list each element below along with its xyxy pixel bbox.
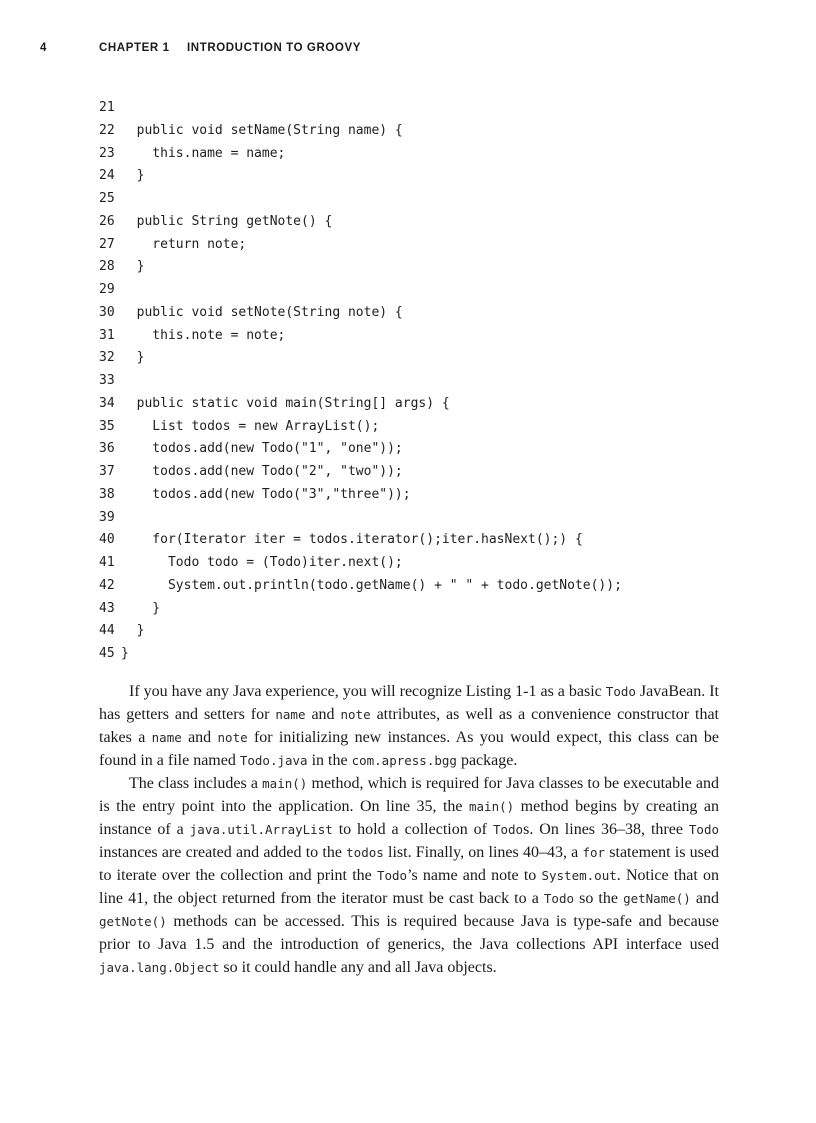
code-listing [99, 97, 779, 666]
code-line [99, 552, 779, 575]
line-number: 36 [99, 441, 115, 457]
code-line [99, 620, 779, 643]
code-text: } [121, 600, 161, 616]
paragraph [99, 772, 719, 979]
text-run: instances are created and added to the [99, 844, 347, 861]
text-run: s. On lines 36–38, three [523, 821, 689, 838]
code-line [99, 256, 779, 279]
line-number: 42 [99, 577, 115, 593]
code-line [99, 575, 779, 598]
running-header [0, 42, 816, 60]
line-number: 25 [99, 191, 115, 206]
page-number: 4 [40, 42, 47, 54]
line-number: 22 [99, 122, 115, 138]
text-run: for initializing new instances. As you would expect, this class can be found in a file named [99, 729, 720, 769]
code-line [99, 347, 779, 370]
inline-code: Todo [492, 822, 524, 837]
line-number: 40 [99, 532, 115, 548]
code-line [99, 302, 779, 325]
code-line [99, 325, 779, 348]
chapter-title: INTRODUCTION TO GROOVY [187, 42, 361, 54]
line-number: 23 [99, 145, 115, 161]
text-run: and [305, 706, 341, 723]
code-line [99, 143, 779, 166]
text-run: so it could handle any and all Java objects. [219, 959, 497, 976]
line-number: 34 [99, 395, 115, 411]
code-text: List todos = new ArrayList(); [121, 418, 380, 434]
code-text: public String getNote() { [121, 213, 333, 229]
text-run: list. Finally, on lines 40–43, a [383, 844, 583, 861]
inline-code: Todo.java [239, 753, 308, 768]
paragraph [99, 680, 719, 772]
text-run: so the [574, 890, 624, 907]
inline-code: name [275, 707, 306, 722]
text-run: to hold a collection of [332, 821, 493, 838]
line-number: 27 [99, 236, 115, 252]
code-text: todos.add(new Todo("3","three")); [121, 486, 411, 502]
text-run: ’s name and note to [407, 867, 542, 884]
code-text: } [121, 623, 145, 639]
text-run: The class includes a [129, 775, 263, 792]
code-line [99, 120, 779, 143]
code-line [99, 279, 779, 302]
inline-code: note [340, 707, 371, 722]
code-line [99, 165, 779, 188]
chapter-label: CHAPTER 1 [99, 42, 170, 54]
line-number: 32 [99, 350, 115, 366]
line-number: 37 [99, 464, 115, 479]
code-text: todos.add(new Todo("1", "one")); [121, 441, 403, 457]
code-line [99, 188, 779, 211]
inline-code: Todo [605, 684, 636, 699]
text-run: method, which is required for Java classes to be executable and is the entry point into the application. On line 35, the [99, 775, 719, 815]
code-text: Todo todo = (Todo)iter.next(); [121, 555, 403, 570]
code-line [99, 598, 779, 621]
line-number: 31 [99, 327, 115, 343]
inline-code: getNote() [99, 914, 167, 929]
code-text: for(Iterator iter = todos.iterator();iter.hasNext();) { [121, 532, 583, 548]
text-run: package. [456, 752, 518, 769]
inline-code: for [582, 845, 606, 860]
line-number: 45 [99, 646, 115, 661]
line-number: 26 [99, 213, 115, 229]
text-run: in the [307, 752, 352, 769]
code-line [99, 484, 779, 507]
line-number: 21 [99, 100, 115, 115]
code-text: } [121, 350, 145, 366]
code-text: } [121, 646, 129, 661]
text-run: attributes, as well as a convenience constructor that takes a [99, 706, 719, 746]
line-number: 29 [99, 282, 115, 297]
code-line [99, 416, 779, 439]
line-number: 28 [99, 259, 115, 275]
line-number: 43 [99, 600, 115, 616]
text-run: . Notice that on line 41, the object returned from the iterator must be cast back to a [99, 867, 719, 907]
inline-code: todos [346, 845, 384, 860]
code-line [99, 461, 779, 484]
body-text [99, 680, 719, 979]
inline-code: com.apress.bgg [351, 753, 457, 768]
code-text: this.name = name; [121, 145, 286, 161]
line-number: 44 [99, 623, 115, 639]
code-line [99, 393, 779, 416]
code-text: return note; [121, 236, 247, 252]
line-number: 41 [99, 555, 115, 570]
code-line [99, 211, 779, 234]
inline-code: Todo [376, 868, 408, 883]
text-run: method begins by creating an instance of a [99, 798, 719, 838]
code-line [99, 643, 779, 666]
inline-code: java.lang.Object [99, 960, 220, 975]
text-run: JavaBean. It has getters and setters for [99, 683, 719, 723]
code-text: public static void main(String[] args) { [121, 395, 450, 411]
inline-code: note [217, 730, 248, 745]
line-number: 38 [99, 486, 115, 502]
code-text: public void setName(String name) { [121, 122, 403, 138]
code-text: } [121, 168, 145, 184]
text-run: methods can be accessed. This is required because Java is type-safe and because prior to Java 1.5 and the introduction of generics, the Java collections API interface used [99, 913, 719, 953]
code-text: } [121, 259, 145, 275]
inline-code: System.out [541, 868, 617, 883]
line-number: 33 [99, 373, 115, 388]
line-number: 24 [99, 168, 115, 184]
code-line [99, 438, 779, 461]
text-run: statement is used to iterate over the collection and print the [99, 844, 720, 884]
code-line [99, 529, 779, 552]
code-text: System.out.println(todo.getName() + " " + todo.getNote()); [121, 577, 622, 593]
line-number: 30 [99, 304, 115, 320]
code-line [99, 97, 779, 120]
code-line [99, 507, 779, 530]
line-number: 35 [99, 418, 115, 434]
text-run: If you have any Java experience, you will recognize Listing 1-1 as a basic [129, 683, 606, 700]
code-line [99, 370, 779, 393]
inline-code: main() [262, 776, 308, 791]
code-line [99, 234, 779, 257]
code-text: public void setNote(String note) { [121, 304, 403, 320]
inline-code: Todo [688, 822, 720, 837]
code-text: this.note = note; [121, 327, 286, 343]
inline-code: main() [469, 799, 515, 814]
inline-code: Todo [543, 891, 575, 906]
inline-code: name [151, 730, 182, 745]
text-run: and [690, 890, 719, 907]
code-text: todos.add(new Todo("2", "two")); [121, 464, 403, 479]
inline-code: getName() [623, 891, 691, 906]
line-number: 39 [99, 509, 115, 525]
inline-code: java.util.ArrayList [189, 822, 333, 837]
text-run: and [181, 729, 218, 746]
